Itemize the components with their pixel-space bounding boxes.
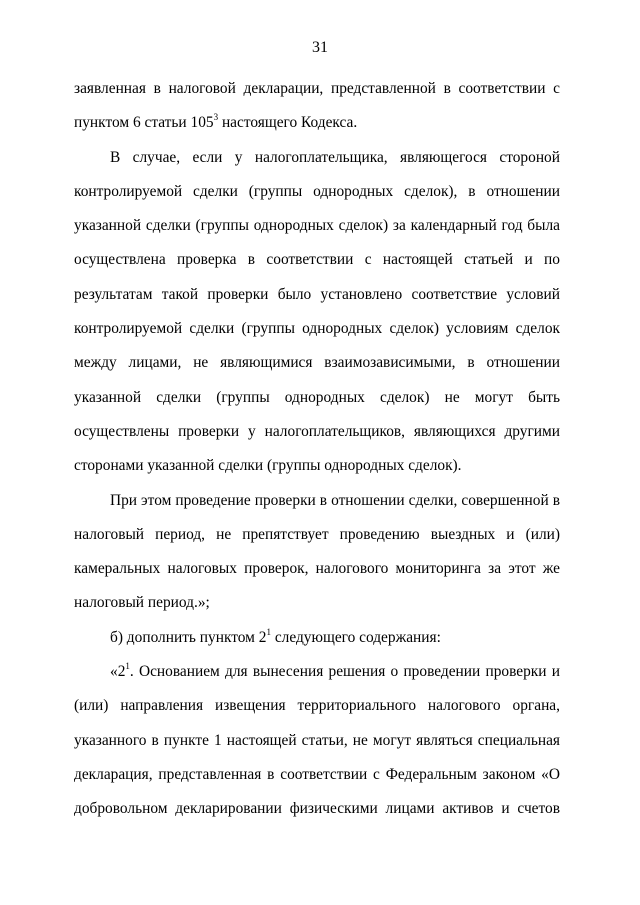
paragraph-1 xyxy=(74,72,560,141)
text-line xyxy=(74,621,560,655)
text-line: указанного в пункте 1 настоящей статьи, не могут являться специальная xyxy=(74,731,560,749)
text-line: декларация, представленная в соответствии с Федеральным законом «О xyxy=(74,765,560,783)
text-line xyxy=(74,106,560,140)
page-number: 31 xyxy=(312,39,328,56)
text-fragment: . Основанием для вынесения решения о проведении проверки и xyxy=(129,663,560,681)
text-fragment: настоящего Кодекса. xyxy=(218,114,358,132)
text-line: налоговый период, не препятствует проведению выездных и (или) xyxy=(74,525,560,543)
text-line: контролируемой сделки (группы однородных сделок) условиям сделок xyxy=(74,320,560,338)
text-line: результатам такой проверки было установлено соответствие условий xyxy=(74,285,560,303)
text-fragment: пунктом 6 статьи 105 xyxy=(74,114,214,132)
text-line xyxy=(74,655,560,689)
document-body xyxy=(74,72,560,827)
paragraph-5 xyxy=(74,655,560,826)
text-fragment: б) дополнить пунктом 2 xyxy=(110,628,267,646)
text-line: заявленная в налоговой декларации, представленной в соответствии с xyxy=(74,80,560,97)
text-line: указанной сделки (группы однородных сделок) за календарный год была xyxy=(74,217,560,235)
text-fragment: «2 xyxy=(110,663,126,681)
superscript: 1 xyxy=(266,626,271,637)
text-line: При этом проведение проверки в отношении сделки, совершенной в xyxy=(110,491,560,509)
text-line: камеральных налоговых проверок, налогового мониторинга за этот же xyxy=(74,560,560,578)
text-line: осуществлена проверка в соответствии с настоящей статьей и по xyxy=(74,251,560,269)
text-line: сторонами указанной сделки (группы однородных сделок). xyxy=(74,457,462,475)
text-line: (или) направления извещения территориального налогового органа, xyxy=(74,697,560,715)
text-line: добровольном декларировании физическими лицами активов и счетов xyxy=(74,800,560,818)
superscript: 1 xyxy=(125,660,130,671)
paragraph-2 xyxy=(74,141,560,484)
text-fragment: следующего содержания: xyxy=(270,628,441,646)
text-line: В случае, если у налогоплательщика, являющегося стороной xyxy=(110,148,560,166)
text-line: указанной сделки (группы однородных сделок) не могут быть xyxy=(74,388,560,406)
paragraph-3 xyxy=(74,484,560,621)
superscript: 3 xyxy=(213,112,219,123)
text-line: между лицами, не являющимися взаимозависимыми, в отношении xyxy=(74,354,560,372)
paragraph-4 xyxy=(74,621,560,655)
text-line: налоговый период.»; xyxy=(74,594,210,612)
text-line: контролируемой сделки (группы однородных сделок), в отношении xyxy=(74,182,560,200)
text-line: осуществлены проверки у налогоплательщиков, являющихся другими xyxy=(74,422,560,440)
